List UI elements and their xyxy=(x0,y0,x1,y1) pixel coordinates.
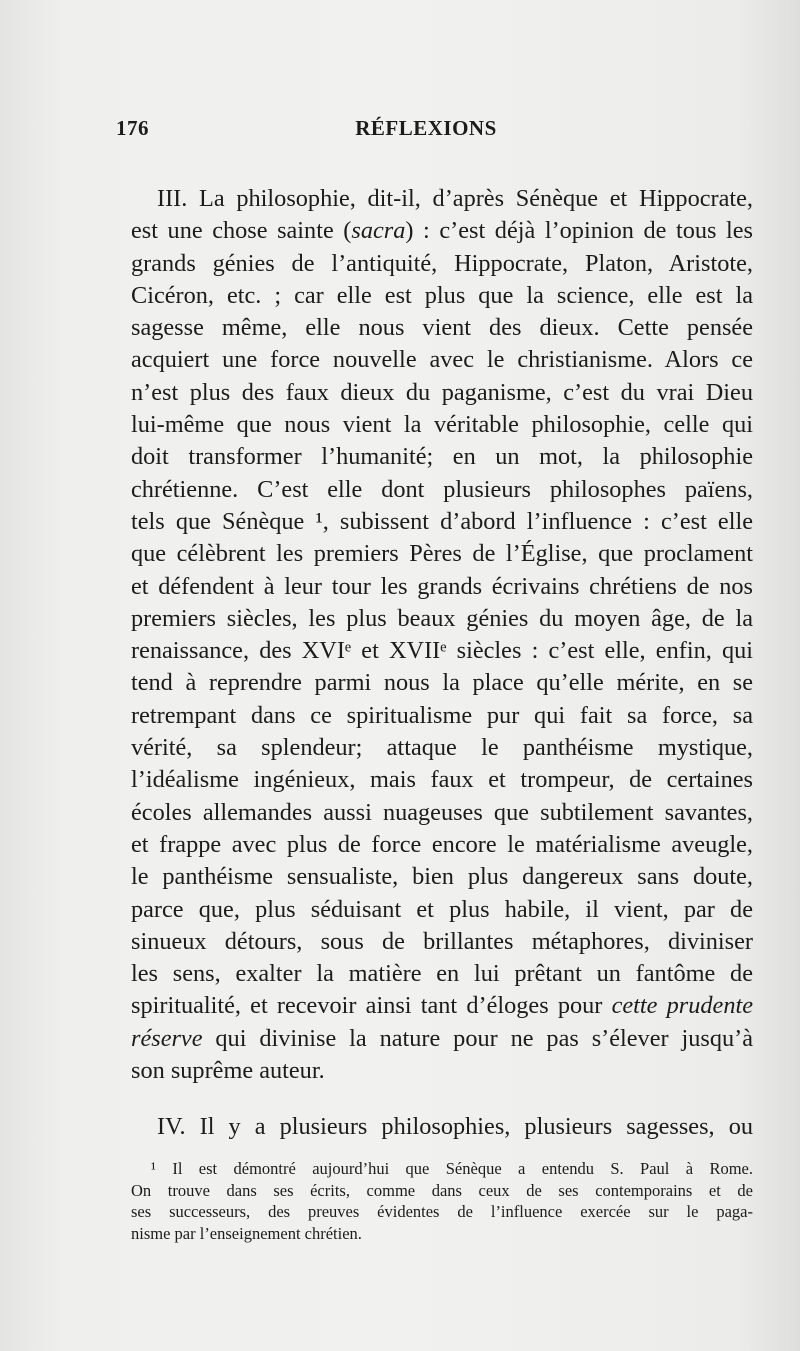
running-title: RÉFLEXIONS xyxy=(355,116,497,140)
text-line: tels que Sénèque ¹, subissent d’abord l’influence : c’est elle xyxy=(131,507,753,535)
text-line: tend à reprendre parmi nous la place qu’elle mérite, en se xyxy=(131,669,753,697)
text-line: vérité, sa splendeur; attaque le panthéisme mystique, xyxy=(131,734,753,762)
text-line: le panthéisme sensualiste, bien plus dangereux sans doute, xyxy=(131,863,753,891)
text-line: retrempant dans ce spiritualisme pur qui fait sa force, sa xyxy=(131,701,753,729)
footnote-line: On trouve dans ses écrits, comme dans ceux de ses contemporains et de xyxy=(131,1180,753,1200)
text-line: III. La philosophie, dit-il, d’après Sénèque et Hippocrate, xyxy=(157,185,753,212)
text-line: doit transformer l’humanité; en un mot, la philosophie xyxy=(131,443,753,471)
text-line: parce que, plus séduisant et plus habile, il vient, par de xyxy=(131,895,753,923)
page-number: 176 xyxy=(116,116,149,140)
paragraph-iii xyxy=(131,183,753,1087)
text-line: réserve qui divinise la nature pour ne pas s’élever jusqu’à xyxy=(131,1024,753,1052)
paragraph-iv xyxy=(131,1111,753,1143)
text-line: chrétienne. C’est elle dont plusieurs philosophes païens, xyxy=(131,475,753,503)
text-line: son suprême auteur. xyxy=(131,1057,325,1085)
text-line: et défendent à leur tour les grands écrivains chrétiens de nos xyxy=(131,572,753,600)
footnote-line: ¹ Il est démontré aujourd’hui que Sénèque a entendu S. Paul à Rome. xyxy=(151,1159,753,1178)
text-line: grands génies de l’antiquité, Hippocrate, Platon, Aristote, xyxy=(131,249,753,277)
text-line: que célèbrent les premiers Pères de l’Église, que proclament xyxy=(131,540,753,568)
text-line: sagesse même, elle nous vient des dieux. Cette pensée xyxy=(131,314,753,342)
text-line: est une chose sainte (sacra) : c’est déjà l’opinion de tous les xyxy=(131,217,754,245)
text-line: IV. Il y a plusieurs philosophies, plusieurs sagesses, ou xyxy=(157,1113,753,1140)
page-header xyxy=(116,116,736,146)
text-line: lui-même que nous vient la véritable philosophie, celle qui xyxy=(131,411,753,439)
text-line: écoles allemandes aussi nuageuses que subtilement savantes, xyxy=(131,798,753,826)
text-line: l’idéalisme ingénieux, mais faux et trompeur, de certaines xyxy=(131,766,753,794)
text-line: renaissance, des XVIᵉ et XVIIᵉ siècles : c’est elle, enfin, qui xyxy=(131,637,753,665)
text-line: premiers siècles, les plus beaux génies du moyen âge, de la xyxy=(131,604,753,632)
text-line: et frappe avec plus de force encore le matérialisme aveugle, xyxy=(131,830,753,858)
text-line: spiritualité, et recevoir ainsi tant d’éloges pour cette prudente xyxy=(131,992,754,1020)
text-line: sinueux détours, sous de brillantes métaphores, diviniser xyxy=(131,927,753,955)
footnote-line: ses successeurs, des preuves évidentes de l’influence exercée sur le paga- xyxy=(131,1202,753,1221)
footnote-line: nisme par l’enseignement chrétien. xyxy=(131,1223,362,1243)
text-line: les sens, exalter la matière en lui prêtant un fantôme de xyxy=(131,960,753,988)
footnote xyxy=(131,1158,753,1244)
text-line: acquiert une force nouvelle avec le christianisme. Alors ce xyxy=(131,346,753,374)
text-line: Cicéron, etc. ; car elle est plus que la science, elle est la xyxy=(131,281,753,309)
text-line: n’est plus des faux dieux du paganisme, c’est du vrai Dieu xyxy=(131,378,753,406)
